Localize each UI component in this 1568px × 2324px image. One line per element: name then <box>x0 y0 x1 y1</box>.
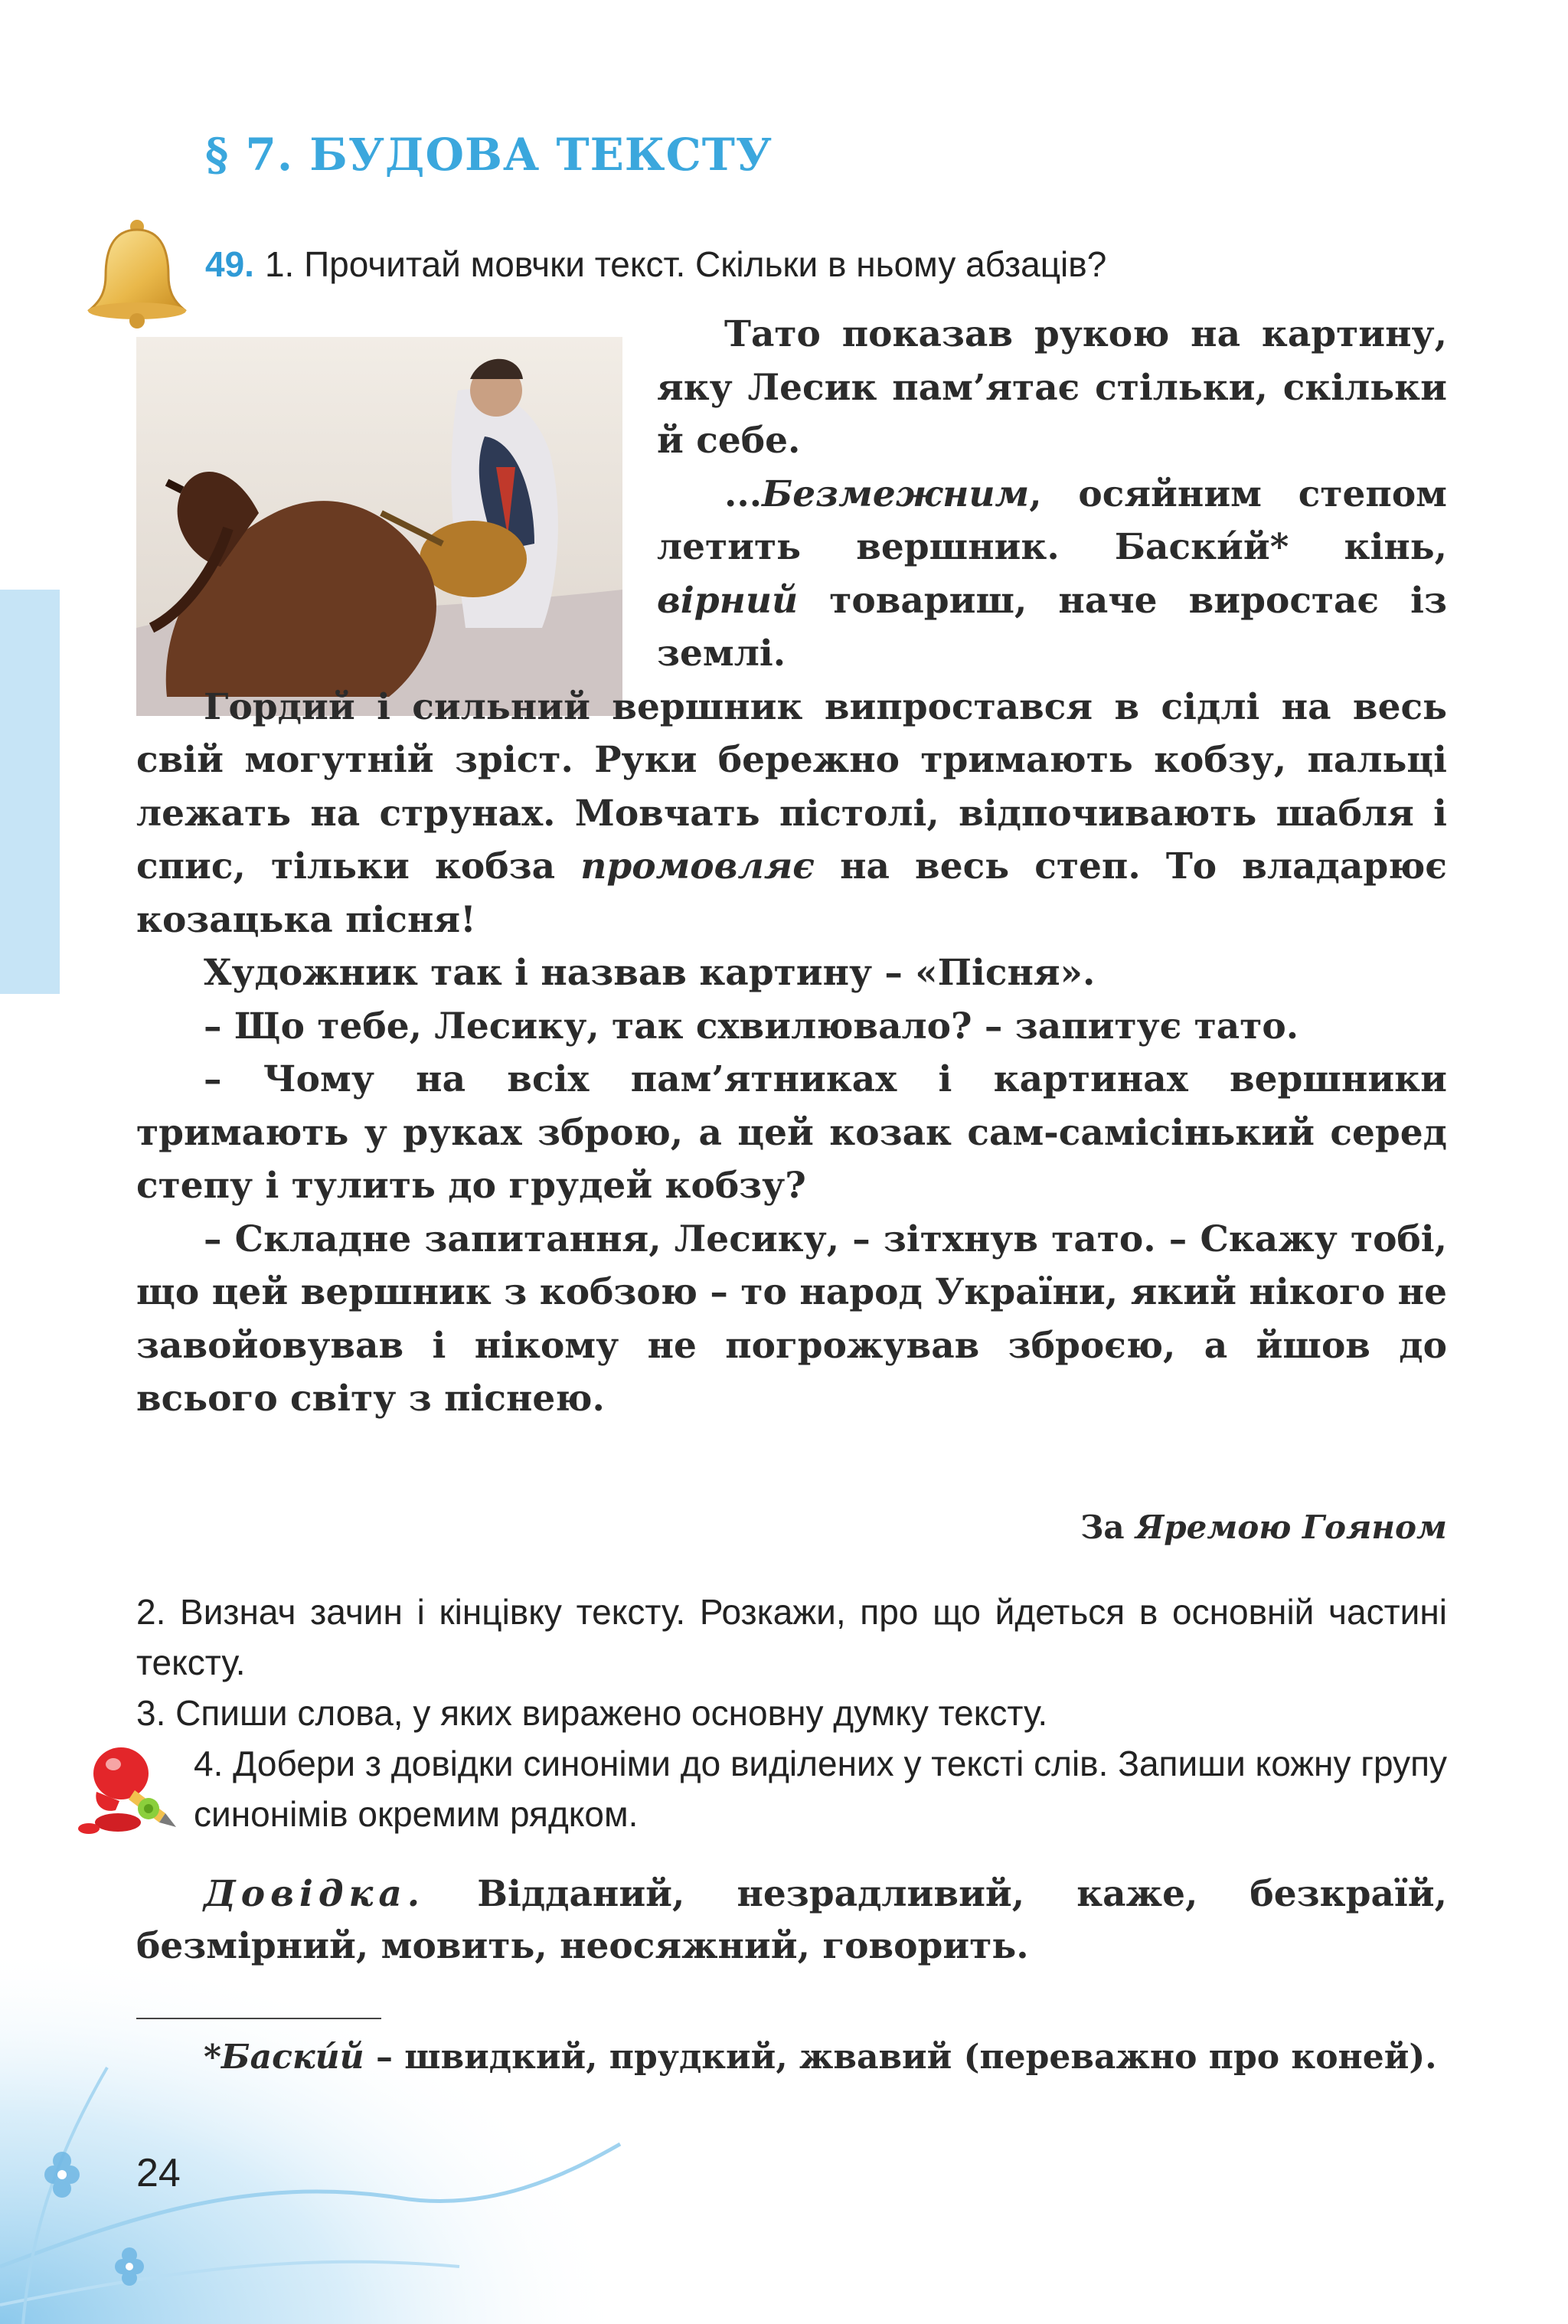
highlighted-word-bezmezhnym: Безмежним <box>762 472 1030 515</box>
story-paragraph-2: ...Безмежним, осяйним степом летить вершник. Баски́й* кінь, вірний товариш, наче виростає із землі. <box>657 472 1447 675</box>
story-paragraph-5: – Що тебе, Лесику, так схвилювало? – запитує тато. <box>204 1005 1299 1048</box>
question-4: 4. Добери з довідки синоніми до виділених у тексті слів. Запиши кожну групу синонімів окремим рядком. <box>194 1744 1447 1834</box>
story-text <box>136 308 1447 1426</box>
page-number: 24 <box>136 2151 181 2195</box>
section-heading: § 7. БУДОВА ТЕКСТУ <box>205 129 773 181</box>
footnote-term: *Баски́й <box>204 2038 364 2077</box>
task-49 <box>205 244 1106 285</box>
question-3: 3. Спиши слова, у яких виражено основну думку тексту. <box>136 1693 1048 1733</box>
help-words: Відданий, незрадливий, каже, безкраїй, безмірний, мовить, неосяжний, говорить. <box>136 1873 1447 1967</box>
footnote-divider <box>136 2018 381 2019</box>
question-2: 2. Визнач зачин і кінцівку тексту. Розкажи, про що йдеться в основній частині тексту. <box>136 1592 1447 1682</box>
story-paragraph-4: Художник так і назвав картину – «Пісня». <box>204 952 1096 994</box>
help-label: Довідка. <box>204 1873 426 1915</box>
pencil-writing-icon <box>74 1737 179 1844</box>
highlighted-word-virnyi: вірний <box>657 579 799 622</box>
task-number: 49. <box>205 244 254 284</box>
story-paragraph-6: – Чому на всіх пам’ятниках і картинах вершники тримають у руках зброю, а цей козак сам-самісінький серед степу і тулить до грудей кобзу? <box>136 1058 1447 1207</box>
highlighted-word-promovliaie: промовляє <box>580 845 815 887</box>
story-paragraph-7: – Складне запитання, Лесику, – зітхнув тато. – Скажу тобі, що цей вершник з кобзою – то народ України, який нікого не завойовував і нікому не погрожував зброєю, а йшов до всього світу з піснею. <box>136 1218 1447 1420</box>
task-text: 1. Прочитай мовчки текст. Скільки в ньому абзаців? <box>264 244 1107 284</box>
painting-float-spacer <box>136 308 657 679</box>
author-credit: За Яремою Гояном <box>1080 1508 1447 1546</box>
story-paragraph-3: Гордий і сильний вершник випростався в сідлі на весь свій могутній зріст. Руки бережно тримають кобзу, пальці лежать на струнах. Мовчать пістолі, відпочивають шабля і спис, тільки кобза промовляє на весь степ. То владарює козацька пісня! <box>136 685 1447 941</box>
side-color-tab <box>0 590 60 994</box>
floral-corner-decoration <box>0 1945 628 2324</box>
story-paragraph-1: Тато показав рукою на картину, яку Лесик пам’ятає стільки, скільки й себе. <box>657 313 1447 462</box>
footnote-definition: – швидкий, прудкий, жвавий (переважно про коней). <box>364 2038 1437 2077</box>
help-box <box>136 1868 1447 1973</box>
task-questions <box>136 1587 1447 1839</box>
author-name: Яремою Гояном <box>1135 1508 1447 1546</box>
footnote <box>136 2033 1447 2082</box>
